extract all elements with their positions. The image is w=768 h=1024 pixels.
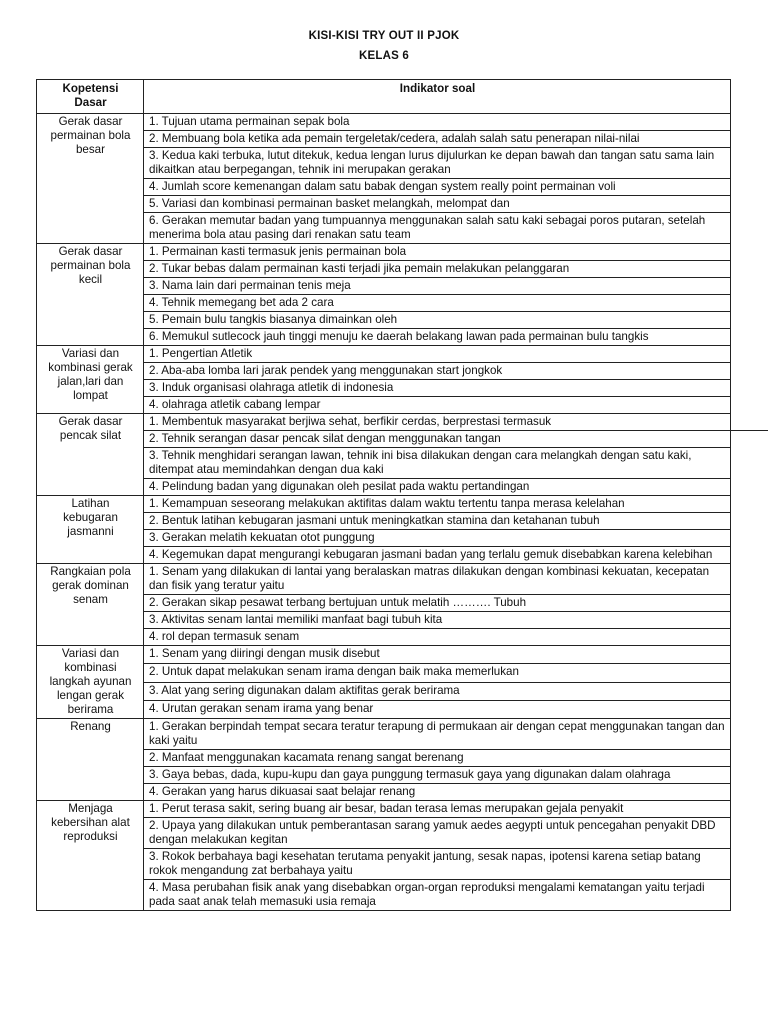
indikator-cell: 1. Permainan kasti termasuk jenis permainan bola	[144, 244, 731, 261]
kompetensi-dasar-cell: Gerak dasar pencak silat	[37, 414, 144, 496]
indikator-cell: 2. Tehnik serangan dasar pencak silat dengan menggunakan tangan	[144, 431, 731, 448]
indikator-cell: 1. Membentuk masyarakat berjiwa sehat, berfikir cerdas, berprestasi termasuk	[144, 414, 731, 431]
indikator-cell: 4. rol depan termasuk senam	[144, 629, 731, 646]
indikator-cell: 1. Senam yang dilakukan di lantai yang beralaskan matras dilakukan dengan kombinasi kekuatan, kecepatan dan fisik yang teratur yaitu	[144, 564, 731, 595]
indikator-cell: 3. Aktivitas senam lantai memiliki manfaat bagi tubuh kita	[144, 612, 731, 629]
indikator-cell: 2. Tukar bebas dalam permainan kasti terjadi jika pemain melakukan pelanggaran	[144, 261, 731, 278]
kompetensi-dasar-cell: Latihan kebugaran jasmanni	[37, 496, 144, 564]
indikator-cell: 4. Urutan gerakan senam irama yang benar	[144, 700, 731, 718]
indikator-cell: 6. Memukul sutlecock jauh tinggi menuju ke daerah belakang lawan pada permainan bulu tangkis	[144, 329, 731, 346]
table-row	[37, 564, 731, 595]
kompetensi-dasar-cell: Menjaga kebersihan alat reproduksi	[37, 801, 144, 911]
indikator-cell: 2. Untuk dapat melakukan senam irama dengan baik maka memerlukan	[144, 664, 731, 682]
kompetensi-dasar-cell: Rangkaian pola gerak dominan senam	[37, 564, 144, 646]
indikator-cell: 2. Aba-aba lomba lari jarak pendek yang menggunakan start jongkok	[144, 363, 731, 380]
indikator-cell: 5. Pemain bulu tangkis biasanya dimainkan oleh	[144, 312, 731, 329]
header-kompetensi-dasar: Kopetensi Dasar	[37, 80, 144, 114]
indikator-cell: 5. Variasi dan kombinasi permainan basket melangkah, melompat dan	[144, 196, 731, 213]
indikator-cell: 2. Upaya yang dilakukan untuk pemberantasan sarang yamuk aedes aegypti untuk pencegahan penyakit DBD dengan melakukan kegitan	[144, 818, 731, 849]
indikator-cell: 3. Induk organisasi olahraga atletik di indonesia	[144, 380, 731, 397]
indikator-cell: 3. Gaya bebas, dada, kupu-kupu dan gaya punggung termasuk gaya yang digunakan dalam olahraga	[144, 767, 731, 784]
table-row	[37, 414, 731, 431]
indikator-cell: 6. Gerakan memutar badan yang tumpuannya menggunakan salah satu kaki sebagai poros putaran, setelah menerima bola atau pasing dari renakan satu team	[144, 213, 731, 244]
document-title: KISI-KISI TRY OUT II PJOK	[308, 30, 460, 42]
indikator-cell: 4. Tehnik memegang bet ada 2 cara	[144, 295, 731, 312]
kompetensi-dasar-cell: Variasi dan kombinasi gerak jalan,lari dan lompat	[37, 346, 144, 414]
kompetensi-dasar-cell: Gerak dasar permainan bola kecil	[37, 244, 144, 346]
indikator-cell: 2. Gerakan sikap pesawat terbang bertujuan untuk melatih ………. Tubuh	[144, 595, 731, 612]
indikator-cell: 2. Bentuk latihan kebugaran jasmani untuk meningkatkan stamina dan ketahanan tubuh	[144, 513, 731, 530]
table-row	[37, 244, 731, 261]
indikator-cell: 1. Gerakan berpindah tempat secara teratur terapung di permukaan air dengan cepat menggunakan tangan dan kaki yaitu	[144, 719, 731, 750]
table-row	[37, 719, 731, 750]
indikator-cell: 1. Kemampuan seseorang melakukan aktifitas dalam waktu tertentu tanpa merasa kelelahan	[144, 496, 731, 513]
indikator-cell: 4. Gerakan yang harus dikuasai saat belajar renang	[144, 784, 731, 801]
table-body	[37, 114, 731, 911]
indikator-cell: 3. Alat yang sering digunakan dalam aktifitas gerak berirama	[144, 682, 731, 700]
kompetensi-dasar-cell: Gerak dasar permainan bola besar	[37, 114, 144, 244]
indikator-cell: 2. Manfaat menggunakan kacamata renang sangat berenang	[144, 750, 731, 767]
table-row	[37, 496, 731, 513]
table-row	[37, 646, 731, 664]
indikator-cell: 4. Jumlah score kemenangan dalam satu babak dengan system really point permainan voli	[144, 179, 731, 196]
indikator-cell: 1. Pengertian Atletik	[144, 346, 731, 363]
indikator-cell: 3. Nama lain dari permainan tenis meja	[144, 278, 731, 295]
indikator-cell: 1. Perut terasa sakit, sering buang air besar, badan terasa lemas merupakan gejala penyakit	[144, 801, 731, 818]
indikator-cell: 4. Kegemukan dapat mengurangi kebugaran jasmani badan yang terlalu gemuk disebabkan karena kelebihan	[144, 547, 731, 564]
indikator-cell: 3. Rokok berbahaya bagi kesehatan terutama penyakit jantung, sesak napas, ipotensi karena setiap batang rokok mengandung zat berbahaya yaitu	[144, 849, 731, 880]
table-row	[37, 801, 731, 818]
header-indikator-soal: Indikator soal	[144, 80, 731, 114]
indikator-cell: 3. Tehnik menghidari serangan lawan, tehnik ini bisa dilakukan dengan cara melangkah dengan satu kaki, ditempat atau memindahkan dengan dua kaki	[144, 448, 731, 479]
indikator-cell: 3. Gerakan melatih kekuatan otot punggung	[144, 530, 731, 547]
indikator-cell: 3. Kedua kaki terbuka, lutut ditekuk, kedua lengan lurus dijulurkan ke depan bawah dan tangan satu sama lain dikaitkan atau berpegangan, tehnik ini merupakan gerakan	[144, 148, 731, 179]
indikator-cell: 1. Senam yang diiringi dengan musik disebut	[144, 646, 731, 664]
table-row	[37, 346, 731, 363]
table-header-row	[37, 80, 731, 114]
document-subtitle: KELAS 6	[359, 50, 409, 62]
indikator-cell: 4. olahraga atletik cabang lempar	[144, 397, 731, 414]
stray-rule-line	[730, 430, 768, 431]
table-row	[37, 114, 731, 131]
indikator-cell: 4. Pelindung badan yang digunakan oleh pesilat pada waktu pertandingan	[144, 479, 731, 496]
kompetensi-dasar-cell: Renang	[37, 719, 144, 801]
kompetensi-dasar-cell: Variasi dan kombinasi langkah ayunan lengan gerak berirama	[37, 646, 144, 719]
indikator-cell: 4. Masa perubahan fisik anak yang disebabkan organ-organ reproduksi mengalami kematangan yaitu terjadi pada saat anak telah memasuki usia remaja	[144, 880, 731, 911]
indikator-cell: 2. Membuang bola ketika ada pemain tergeletak/cedera, adalah salah satu penerapan nilai-nilai	[144, 131, 731, 148]
kisi-kisi-table	[36, 79, 731, 911]
indikator-cell: 1. Tujuan utama permainan sepak bola	[144, 114, 731, 131]
